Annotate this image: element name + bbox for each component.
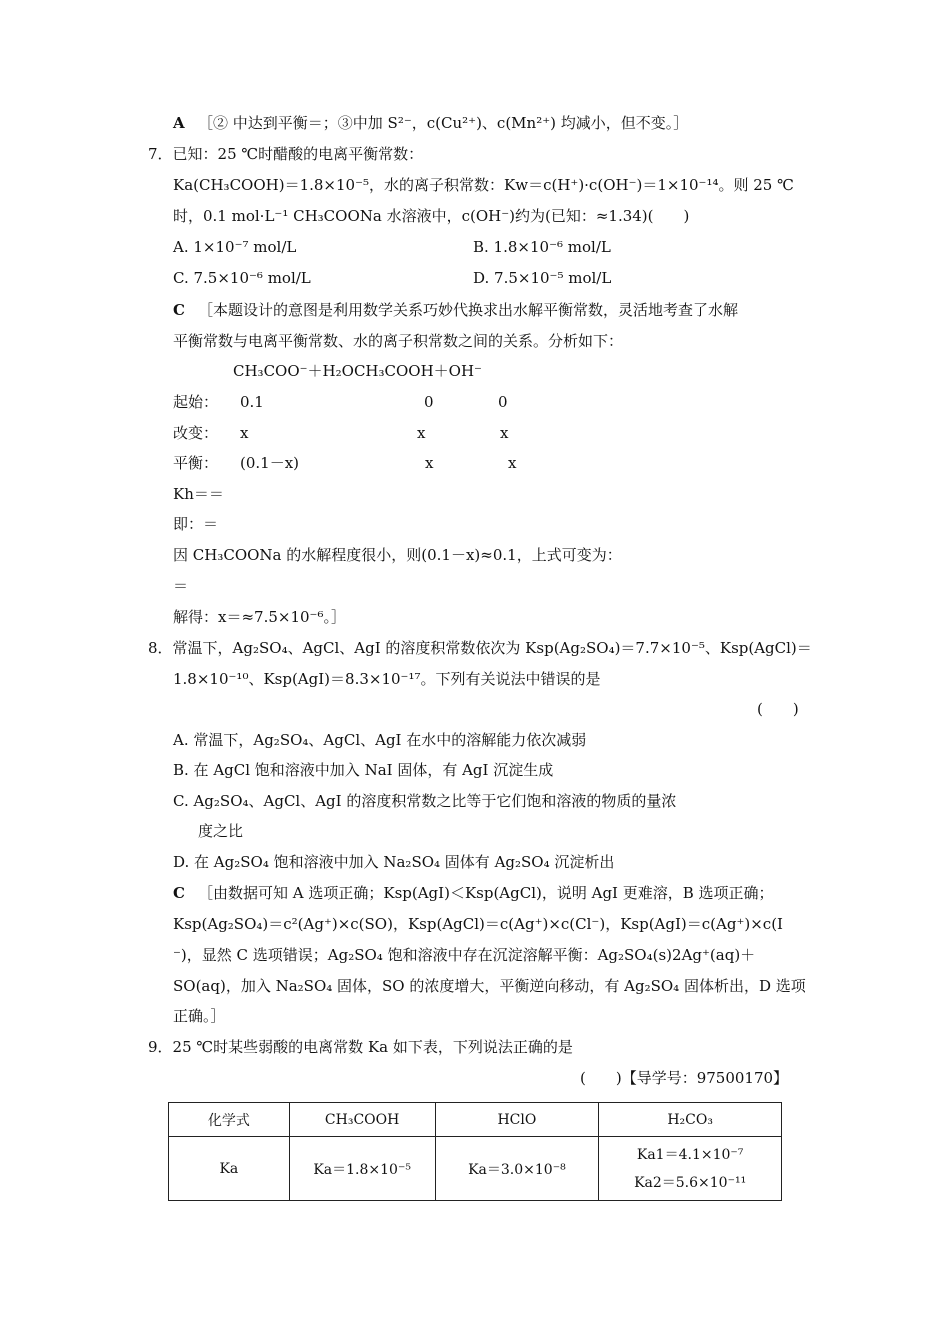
text-line-l12: 平衡常数与电离平衡常数、水的离子积常数之间的关系。分析如下：: [173, 332, 624, 350]
text-line-l44: 正确。］: [173, 1007, 226, 1025]
text-line-l39: C: [173, 884, 185, 902]
text-line-l27: 即：＝: [173, 515, 219, 533]
text-line-l37: 度之比: [198, 822, 244, 840]
text-line-l15: 0.1: [240, 393, 264, 411]
text-line-l10: C: [173, 301, 185, 319]
cell-h2co3-ka: [599, 1137, 782, 1201]
text-line-l17: 0: [498, 393, 508, 411]
text-line-l09: D. 7.5×10⁻⁵ mol/L: [473, 269, 612, 287]
text-line-l41: Ksp(Ag₂SO₄)＝c²(Ag⁺)×c(SO)，Ksp(AgCl)＝c(Ag⁺)×c(Cl⁻)，Ksp(AgI)＝c(Ag⁺)×c(I: [173, 915, 783, 933]
row-label-ka: Ka: [169, 1137, 290, 1201]
text-line-l28: 因 CH₃COONa 的水解程度很小，则(0.1－x)≈0.1，上式可变为：: [173, 546, 622, 564]
cell-h2co3-ka1: Ka1＝4.1×10⁻⁷: [636, 1146, 744, 1163]
text-line-l38: D. 在 Ag₂SO₄ 饱和溶液中加入 Na₂SO₄ 固体有 Ag₂SO₄ 沉淀析出: [173, 853, 615, 871]
text-line-l06: A. 1×10⁻⁷ mol/L: [173, 238, 297, 256]
cell-h2co3-ka2: Ka2＝5.6×10⁻¹¹: [634, 1174, 747, 1191]
text-line-l20: x: [417, 424, 426, 442]
ka-table: [168, 1102, 782, 1201]
text-line-l36: C. Ag₂SO₄、AgCl、AgI 的溶度积常数之比等于它们饱和溶液的物质的量浓: [173, 792, 677, 810]
text-line-l23: (0.1－x): [240, 454, 300, 472]
text-line-l42: ⁻)，显然 C 选项错误；Ag₂SO₄ 饱和溶液中存在沉淀溶解平衡：Ag₂SO₄(s)2Ag⁺(aq)＋: [173, 946, 756, 964]
cell-ch3cooh-ka: Ka＝1.8×10⁻⁵: [289, 1137, 435, 1201]
text-line-l19: x: [240, 424, 249, 442]
header-ch3cooh: CH₃COOH: [289, 1103, 435, 1137]
text-line-l34: A. 常温下，Ag₂SO₄、AgCl、AgI 在水中的溶解能力依次减弱: [173, 731, 587, 749]
text-line-l21: x: [500, 424, 509, 442]
text-line-l13: CH₃COO⁻＋H₂OCH₃COOH＋OH⁻: [233, 362, 482, 380]
header-h2co3: H₂CO₃: [599, 1103, 782, 1137]
text-line-l02: ［② 中达到平衡＝；③中加 S²⁻，c(Cu²⁺)、c(Mn²⁺) 均减小，但不变。］: [198, 114, 689, 132]
text-line-l16: 0: [424, 393, 434, 411]
table-header-row: [169, 1103, 782, 1137]
text-line-l07: B. 1.8×10⁻⁶ mol/L: [473, 238, 611, 256]
text-line-l30: 解得：x＝≈7.5×10⁻⁶。］: [173, 608, 346, 626]
text-line-l14: 起始：: [173, 393, 219, 411]
header-formula: 化学式: [169, 1103, 290, 1137]
text-line-l03: 7．已知：25 ℃时醋酸的电离平衡常数：: [148, 145, 424, 163]
text-line-l45: 9．25 ℃时某些弱酸的电离常数 Ka 如下表，下列说法正确的是: [148, 1038, 573, 1056]
text-line-l26: Kh＝＝: [173, 485, 224, 503]
text-line-l43: SO(aq)，加入 Na₂SO₄ 固体，SO 的浓度增大，平衡逆向移动，有 Ag₂SO₄ 固体析出，D 选项: [173, 977, 806, 995]
text-line-l04: Ka(CH₃COOH)＝1.8×10⁻⁵，水的离子积常数：Kw＝c(H⁺)·c(OH⁻)＝1×10⁻¹⁴。则 25 ℃: [173, 176, 794, 194]
text-line-l05: 时，0.1 mol·L⁻¹ CH₃COONa 水溶液中，c(OH⁻)约为(已知：≈1.34)( ): [173, 207, 690, 225]
text-line-l25: x: [508, 454, 517, 472]
text-line-l33: ( ): [757, 700, 799, 718]
table-row: [169, 1137, 782, 1201]
text-line-l11: ［本题设计的意图是利用数学关系巧妙代换求出水解平衡常数，灵活地考查了水解: [198, 301, 739, 319]
text-line-l01: A: [173, 114, 185, 132]
text-line-l24: x: [425, 454, 434, 472]
text-line-l35: B. 在 AgCl 饱和溶液中加入 NaI 固体，有 AgI 沉淀生成: [173, 761, 554, 779]
text-line-l31: 8．常温下，Ag₂SO₄、AgCl、AgI 的溶度积常数依次为 Ksp(Ag₂SO₄)＝7.7×10⁻⁵、Ksp(AgCl)＝: [148, 639, 812, 657]
text-line-l18: 改变：: [173, 424, 219, 442]
text-line-l46: ( )【导学号：97500170】: [580, 1069, 789, 1087]
text-line-l29: ＝: [173, 577, 189, 595]
text-line-l32: 1.8×10⁻¹⁰、Ksp(AgI)＝8.3×10⁻¹⁷。下列有关说法中错误的是: [173, 670, 601, 688]
header-hclo: HClO: [435, 1103, 599, 1137]
text-line-l08: C. 7.5×10⁻⁶ mol/L: [173, 269, 311, 287]
text-line-l22: 平衡：: [173, 454, 219, 472]
text-line-l40: ［由数据可知 A 选项正确；Ksp(AgI)＜Ksp(AgCl)，说明 AgI 更难溶，B 选项正确；: [198, 884, 774, 902]
cell-hclo-ka: Ka＝3.0×10⁻⁸: [435, 1137, 599, 1201]
